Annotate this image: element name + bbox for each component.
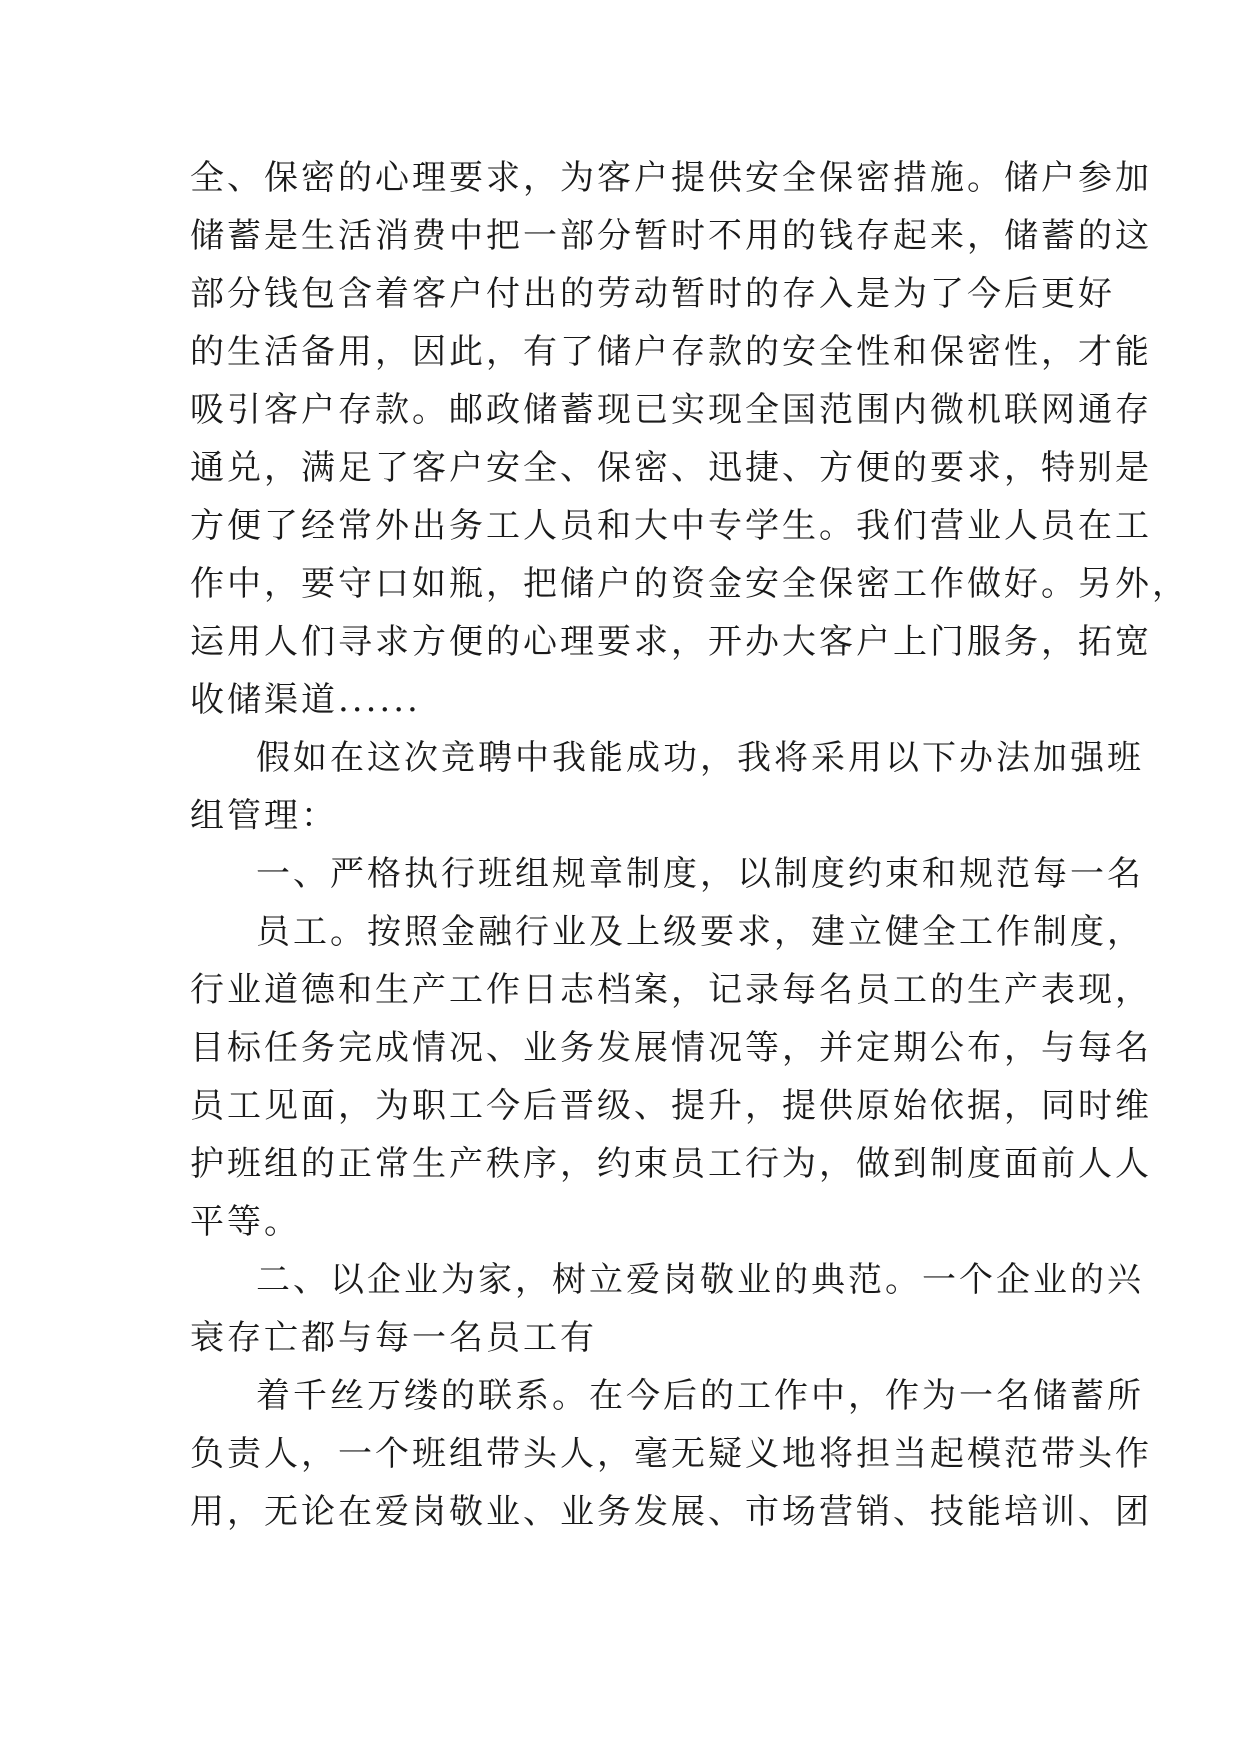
- text-line: 平等。: [190, 1202, 301, 1242]
- text-line: 组管理：: [190, 796, 338, 836]
- text-line: 员工。按照金融行业及上级要求，建立健全工作制度，: [256, 912, 1144, 952]
- text-line: 方便了经常外出务工人员和大中专学生。我们营业人员在工: [190, 506, 1152, 546]
- text-line: 目标任务完成情况、业务发展情况等，并定期公布，与每名: [190, 1028, 1152, 1068]
- text-line: 用，无论在爱岗敬业、业务发展、市场营销、技能培训、团: [190, 1492, 1152, 1532]
- paragraph-start-line: 假如在这次竞聘中我能成功，我将采用以下办法加强班: [256, 738, 1144, 778]
- paragraph-start-line: 二、以企业为家，树立爱岗敬业的典范。一个企业的兴: [256, 1260, 1144, 1300]
- text-line: 作中，要守口如瓶，把储户的资金安全保密工作做好。另外，: [190, 564, 1189, 604]
- text-line: 护班组的正常生产秩序，约束员工行为，做到制度面前人人: [190, 1144, 1152, 1184]
- text-line: 负责人，一个班组带头人，毫无疑义地将担当起模范带头作: [190, 1434, 1152, 1474]
- text-line: 衰存亡都与每一名员工有: [190, 1318, 597, 1358]
- text-line: 员工见面，为职工今后晋级、提升，提供原始依据，同时维: [190, 1086, 1152, 1126]
- text-line: 全、保密的心理要求，为客户提供安全保密措施。储户参加: [190, 158, 1152, 198]
- text-line: 部分钱包含着客户付出的劳动暂时的存入是为了今后更好: [190, 274, 1115, 314]
- paragraph-start-line: 一、严格执行班组规章制度，以制度约束和规范每一名: [256, 854, 1144, 894]
- text-line: 吸引客户存款。邮政储蓄现已实现全国范围内微机联网通存: [190, 390, 1152, 430]
- text-line: 运用人们寻求方便的心理要求，开办大客户上门服务，拓宽: [190, 622, 1152, 662]
- paragraph-start-line: 着千丝万缕的联系。在今后的工作中，作为一名储蓄所: [256, 1376, 1144, 1416]
- text-line: 收储渠道......: [190, 680, 421, 720]
- text-line: 储蓄是生活消费中把一部分暂时不用的钱存起来，储蓄的这: [190, 216, 1152, 256]
- text-line: 通兑，满足了客户安全、保密、迅捷、方便的要求，特别是: [190, 448, 1152, 488]
- text-line: 行业道德和生产工作日志档案，记录每名员工的生产表现，: [190, 970, 1152, 1010]
- text-line: 的生活备用，因此，有了储户存款的安全性和保密性，才能: [190, 332, 1152, 372]
